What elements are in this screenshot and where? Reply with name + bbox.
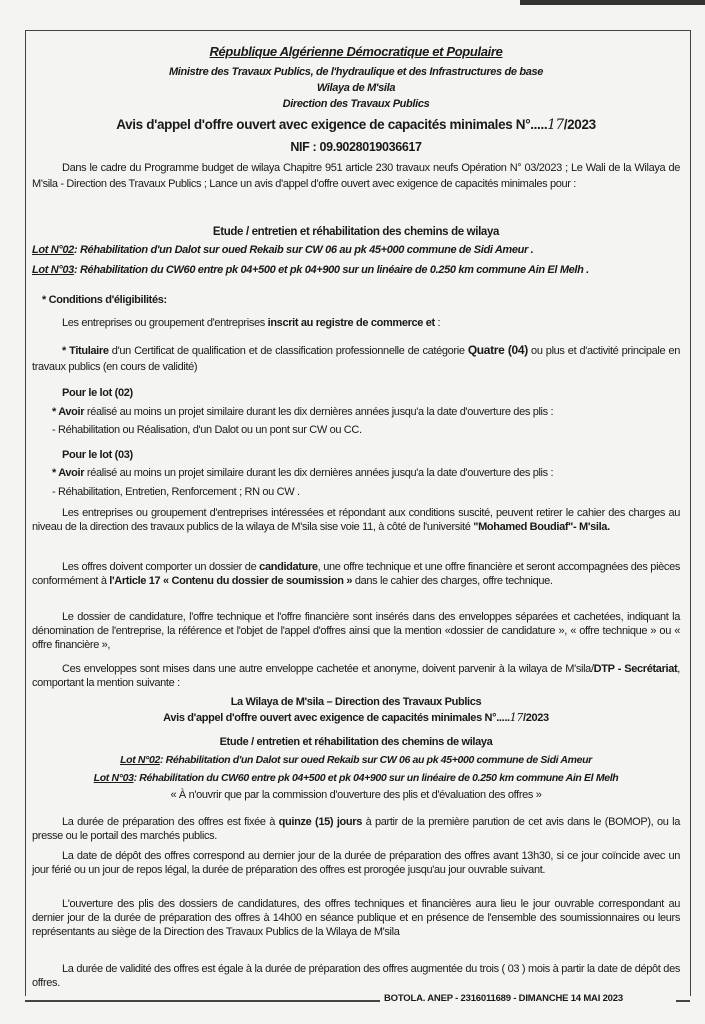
mention-lot03 (32, 770, 680, 786)
conditions-intro (62, 315, 705, 331)
lot02-detail: - Réhabilitation ou Réalisation, d'un Dalot ou un pont sur CW ou CC. (52, 424, 362, 436)
text-bold: l'Article 17 « Contenu du dossier de soumission » (109, 575, 353, 587)
notice-title: Avis d'appel d'offre ouvert avec exigence de capacités minimales N°.....17/2023 (116, 117, 596, 133)
text-bold: Quatre (04) (467, 343, 528, 357)
duration-paragraph (32, 815, 680, 843)
mention-line1: La Wilaya de M'sila – Direction des Travaux Publics (230, 696, 482, 708)
outer-envelope-paragraph (32, 662, 680, 690)
nif: NIF : 09.9028019036617 (290, 140, 422, 154)
lot-label: Lot N°03 (32, 264, 74, 276)
certificate-condition (32, 342, 680, 375)
lot03-heading: Pour le lot (03) (62, 449, 133, 461)
text-bold: "Mohamed Boudiaf"- M'sila. (473, 521, 610, 533)
lot-text: : Réhabilitation d'un Dalot sur oued Rekaib sur CW 06 au pk 45+000 commune de Sidi Ameur . (73, 244, 534, 256)
validity-paragraph: La durée de validité des offres est égale à la durée de préparation des offres augmentée du trois ( 03 ) mois à partir la date de dépôt des offres. (32, 963, 680, 989)
ministry-line: Ministre des Travaux Publics, de l'hydraulique et des Infrastructures de base (168, 66, 544, 78)
text: d'un Certificat de qualification et de classification professionnelle de catégorie (108, 345, 468, 357)
lot-label: Lot N°02 (120, 754, 160, 766)
wilaya-line: Wilaya de M'sila (316, 82, 396, 94)
text: dans le cahier des charges, offre technique. (352, 575, 553, 587)
lot-02 (32, 242, 680, 258)
text: Ces enveloppes sont mises dans une autre enveloppe cachetée et anonyme, doivent parvenir à la wilaya de M'sila/ (62, 663, 594, 675)
text-bold: * Titulaire (62, 345, 109, 357)
envelopes-paragraph: Le dossier de candidature, l'offre technique et l'offre financière sont insérés dans des enveloppes séparées et cachetées, indiquant la dénomination de l'entreprise, la référence et l'objet de l'appel d'offres ainsi que la mention «dossier de candidature », « offre technique » ou « offre financière », (32, 611, 680, 651)
text-bold: * Avoir (52, 467, 85, 479)
project-title: Etude / entretien et réhabilitation des chemins de wilaya (212, 226, 500, 238)
conditions-heading: * Conditions d'éligibilités: (42, 294, 167, 306)
notice-year: /2023 (563, 117, 596, 132)
lot03-detail: - Réhabilitation, Entretien, Renforcement ; RN ou CW . (52, 486, 300, 498)
text: Les offres doivent comporter un dossier de (62, 561, 260, 573)
text-bold: candidature (259, 561, 318, 573)
text: Les entreprises ou groupement d'entreprises (62, 317, 268, 329)
opening-paragraph: L'ouverture des plis des dossiers de candidatures, des offres techniques et financières aura lieu le jour ouvrable correspondant au dernier jour de la durée de préparation des offres à 14h00 en séance publique et en présence de l'ensemble des soumissionnaires ou leurs représentants au siège de la Direction des Travaux Publics de la Wilaya de M'sila (32, 898, 680, 938)
text-bold: quinze (15) jours (278, 816, 362, 828)
text: , comportant la mention suivante : (32, 663, 681, 689)
republic-heading: République Algérienne Démocratique et Populaire (209, 44, 503, 59)
text: , une offre technique et une offre financière et seront accompagnées des pièces conformément à (32, 561, 681, 587)
deposit-paragraph: La date de dépôt des offres correspond au dernier jour de la durée de préparation des offres avant 13h30, si ce jour coïncide avec un jour férié ou un jour de repos légal, la durée de préparation des offres est prorogée jusqu'au jour ouvrable suivant. (32, 850, 680, 876)
notice-title-text: Avis d'appel d'offre ouvert avec exigence de capacités minimales N° (116, 117, 531, 132)
intro-paragraph: Dans le cadre du Programme budget de wilaya Chapitre 951 article 230 travaux neufs Opération N° 03/2023 ; Le Wali de la Wilaya de M'sila - Direction des Travaux Publics ; Lance un avis d'appel d'offre ouvert avec exigence de capacités minimales pour : (32, 162, 680, 190)
text-bold: inscrit au registre de commerce et (267, 317, 435, 329)
mention-number: 17 (509, 711, 524, 724)
lot03-requirement (52, 465, 700, 481)
lot-label: Lot N°03 (93, 772, 134, 784)
text: à partir de la première parution de cet avis dans le (BOMOP), ou la presse ou le portail des marchés publics. (32, 816, 680, 842)
lot-text: : Réhabilitation d'un Dalot sur oued Rekaib sur CW 06 au pk 45+000 commune de Sidi Ameur (159, 754, 592, 766)
text: Avis d'appel d'offre ouvert avec exigence de capacités minimales N° (163, 712, 497, 724)
text: : (434, 317, 441, 329)
lot-text: : Réhabilitation du CW60 entre pk 04+500 et pk 04+900 sur un linéaire de 0.250 km commune Ain El Melh . (73, 264, 589, 276)
lot02-heading: Pour le lot (02) (62, 387, 133, 399)
text: /2023 (523, 712, 549, 724)
text: ou plus et d'activité principale en travaux publics (en cours de validité) (32, 345, 680, 373)
text: réalisé au moins un projet similaire durant les dix dernières années jusqu'a la date d'ouverture des plis : (84, 467, 554, 479)
text-bold: * Avoir (52, 406, 85, 418)
mention-note: « À n'ouvrir que par la commission d'ouverture des plis et d'évaluation des offres » (170, 789, 542, 801)
scan-edge-bar (520, 0, 705, 5)
mention-lot02 (32, 752, 680, 768)
lot-text: : Réhabilitation du CW60 entre pk 04+500 et pk 04+900 sur un linéaire de 0.250 km commune Ain El Melh (133, 772, 619, 784)
mention-line2: Avis d'appel d'offre ouvert avec exigence de capacités minimales N°.....17/2023 (163, 711, 549, 724)
direction-line: Direction des Travaux Publics (282, 98, 430, 110)
footer-rule (676, 1000, 690, 1002)
text: réalisé au moins un projet similaire durant les dix dernières années jusqu'a la date d'ouverture des plis : (84, 406, 554, 418)
mention-project: Etude / entretien et réhabilitation des chemins de wilaya (219, 736, 493, 748)
text: Les entreprises ou groupement d'entreprises intéressées et répondant aux conditions suscité, peuvent retirer le cahier des charges au niveau de la direction des travaux publics de la wilaya de M'sila sise voie 11, à côté de l'université (32, 507, 680, 533)
withdrawal-paragraph (32, 506, 680, 534)
publication-footer: BOTOLA. ANEP - 2316011689 - DIMANCHE 14 MAI 2023 (384, 993, 623, 1004)
offers-paragraph (32, 560, 680, 588)
notice-number: 17 (547, 117, 564, 133)
footer-rule (25, 1000, 380, 1002)
text: La durée de préparation des offres est fixée à (62, 816, 279, 828)
text-bold: DTP - Secrétariat (593, 663, 678, 675)
lot02-requirement (52, 404, 700, 420)
lot-03 (32, 262, 680, 278)
lot-label: Lot N°02 (32, 244, 74, 256)
